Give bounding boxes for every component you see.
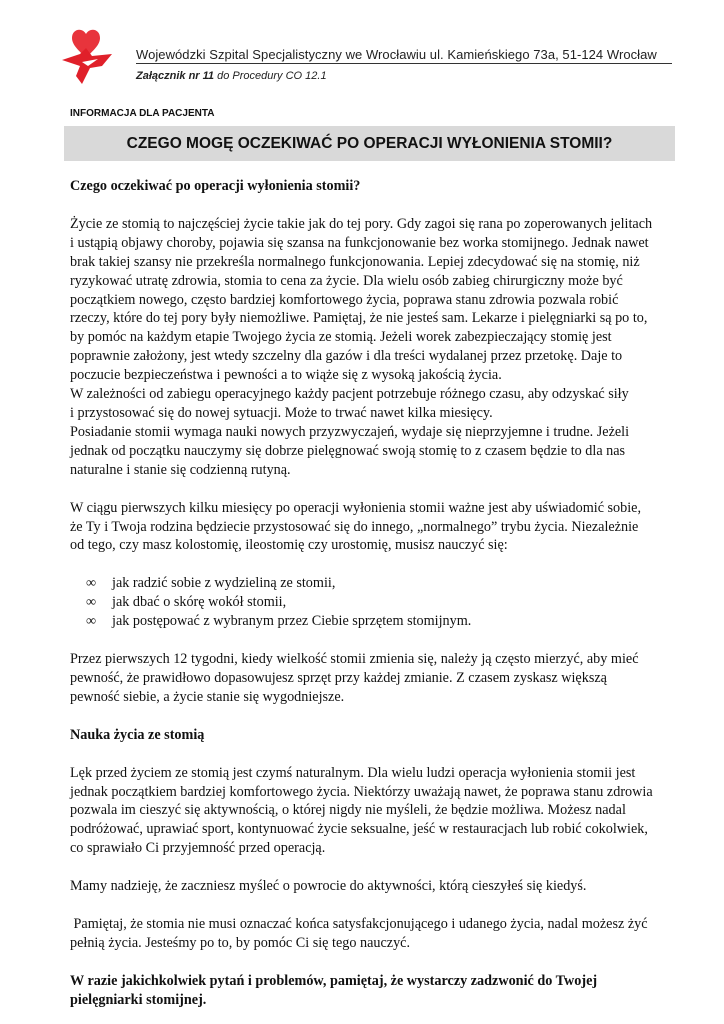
hospital-logo <box>58 24 120 86</box>
paragraph-fear <box>70 764 674 859</box>
text-line: rzeczy, które do tej pory były niemożliwe. Pamiętaj, że nie jesteś sam. Lekarze i pielęgniarki są po to, <box>70 310 648 327</box>
text-line: pewność, że prawidłowo dopasowujesz sprzęt przy każdej zmianie. Z czasem zyskasz większą <box>70 669 607 686</box>
text-line: W ciągu pierwszych kilku miesięcy po operacji wyłonienia stomii ważne jest aby uświadomić sobie, <box>70 499 642 516</box>
text-line: Lęk przed życiem ze stomią jest czymś naturalnym. Dla wielu ludzi operacja wyłonienia stomii jest <box>70 764 636 781</box>
infinity-bullet-icon: ∞ <box>86 575 97 592</box>
closing-note <box>70 972 674 1010</box>
hospital-address: Wojewódzki Szpital Specjalistyczny we Wrocławiu ul. Kamieńskiego 73a, 51-124 Wrocław <box>136 47 672 64</box>
paragraph-hope: Mamy nadzieję, że zaczniesz myśleć o powrocie do aktywności, którą cieszyłeś się kiedyś. <box>70 878 587 895</box>
text-line: jednak początkiem bardziej komfortowego życia. Niektórzy uważają nawet, że poprawa stanu zdrowia <box>70 783 653 800</box>
text-line: i przystosować się do nowej sytuacji. Może to trwać nawet kilka miesięcy. <box>70 404 493 421</box>
text-line: poprawnie założony, jest wtedy szczelny dla gazów i dla treści wydalanej przez przetokę. Daje to <box>70 348 623 365</box>
cross-arrow-icon <box>62 48 112 84</box>
page-title: CZEGO MOGĘ OCZEKIWAĆ PO OPERACJI WYŁONIENIA STOMII? <box>126 134 613 152</box>
list-item: ∞ jak radzić sobie z wydzieliną ze stomii, <box>86 575 336 592</box>
text-line: W razie jakichkolwiek pytań i problemów, pamiętaj, że wystarczy zadzwonić do Twojej <box>70 972 598 989</box>
infinity-bullet-icon: ∞ <box>86 594 97 611</box>
text-line: że Ty i Twoja rodzina będziecie przystosować się do innego, „normalnego” trybu życia. Niezależnie <box>70 518 639 535</box>
list-item: ∞ jak postępować z wybranym przez Ciebie sprzętem stomijnym. <box>86 613 472 630</box>
text-line: początkiem nowego, często bardziej komfortowego życia, poprawa stanu zdrowia pozwala robić <box>70 291 619 308</box>
section-heading: Czego oczekiwać po operacji wyłonienia stomii? <box>70 178 361 194</box>
text-line: W zależności od zabiegu operacyjnego każdy pacjent potrzebuje różnego czasu, aby odzyskać siły <box>70 386 629 403</box>
text-line: i ustąpią objawy choroby, pojawia się szansa na funkcjonowanie bez worka stomijnego. Jednak nawet <box>70 234 649 251</box>
text-line: Posiadanie stomii wymaga nauki nowych przyzwyczajeń, wydaje się nieprzyjemne i trudne. Jeżeli <box>70 423 630 440</box>
infinity-bullet-icon: ∞ <box>86 613 97 630</box>
text-line: pewność siebie, a życie stanie się wygodniejsze. <box>70 688 345 705</box>
text-line: co sprawiało Ci przyjemność przed operacją. <box>70 840 326 857</box>
paragraph-reminder <box>70 915 674 953</box>
annex-reference <box>136 70 327 82</box>
skills-list <box>70 574 674 631</box>
text-line: od tego, czy masz kolostomię, ileostomię czy urostomię, musisz nauczyć się: <box>70 537 508 554</box>
text-line: pełnią życia. Jesteśmy po to, by pomóc Ci się tego nauczyć. <box>70 935 411 951</box>
text-line: by pomóc na każdym etapie Twojego życia ze stomią. Jeżeli worek zabezpieczający stomię jest <box>70 329 612 346</box>
text-line: ryzykować utratę zdrowia, stomia to cena za życie. Dla wielu osób zabieg chirurgiczny może być <box>70 272 623 289</box>
text-line: brak takiej szansy nie przekreśla normalnego funkcjonowania. Lepiej zdecydować się na stomię, niż <box>70 253 640 270</box>
text-line: poczucie bezpieczeństwa i pewności a to wiąże się z wysoką jakością życia. <box>70 367 502 384</box>
annex-procedure: do Procedury CO 12.1 <box>214 70 327 82</box>
text-line: Przez pierwszych 12 tygodni, kiedy wielkość stomii zmienia się, należy ją często mierzyć, aby mieć <box>70 651 639 668</box>
section-heading: Nauka życia ze stomią <box>70 726 205 743</box>
paragraph-adaptation <box>70 499 674 556</box>
title-banner <box>64 126 675 161</box>
text-line: Życie ze stomią to najczęściej życie takie jak do tej pory. Gdy zagoi się rana po zoperowanych jelitach <box>70 215 653 232</box>
info-label: INFORMACJA DLA PACJENTA <box>70 108 215 119</box>
text-line: jednak od początku nauczymy się dobrze pielęgnować swoją stomię to z czasem będzie to dla nas <box>70 442 626 459</box>
paragraph-intro <box>70 215 674 480</box>
text-line: naturalne i stanie się codzienną rutyną. <box>70 461 291 478</box>
text-line: pielęgniarki stomijnej. <box>70 991 207 1008</box>
document-body <box>70 177 674 1010</box>
text-line: podróżować, uprawiać sport, kontynuować życie seksualne, jeść w restauracjach lub robić cokolwiek, <box>70 821 648 838</box>
paragraph-measurement <box>70 650 674 707</box>
annex-number: Załącznik nr 11 <box>136 70 215 82</box>
list-item: ∞ jak dbać o skórę wokół stomii, <box>86 594 287 611</box>
text-line: Pamiętaj, że stomia nie musi oznaczać końca satysfakcjonującego i udanego życia, nadal możesz żyć <box>70 916 648 933</box>
text-line: pozwala im cieszyć się aktywnością, o której nigdy nie myśleli, że będzie możliwa. Możesz nadal <box>70 802 626 819</box>
